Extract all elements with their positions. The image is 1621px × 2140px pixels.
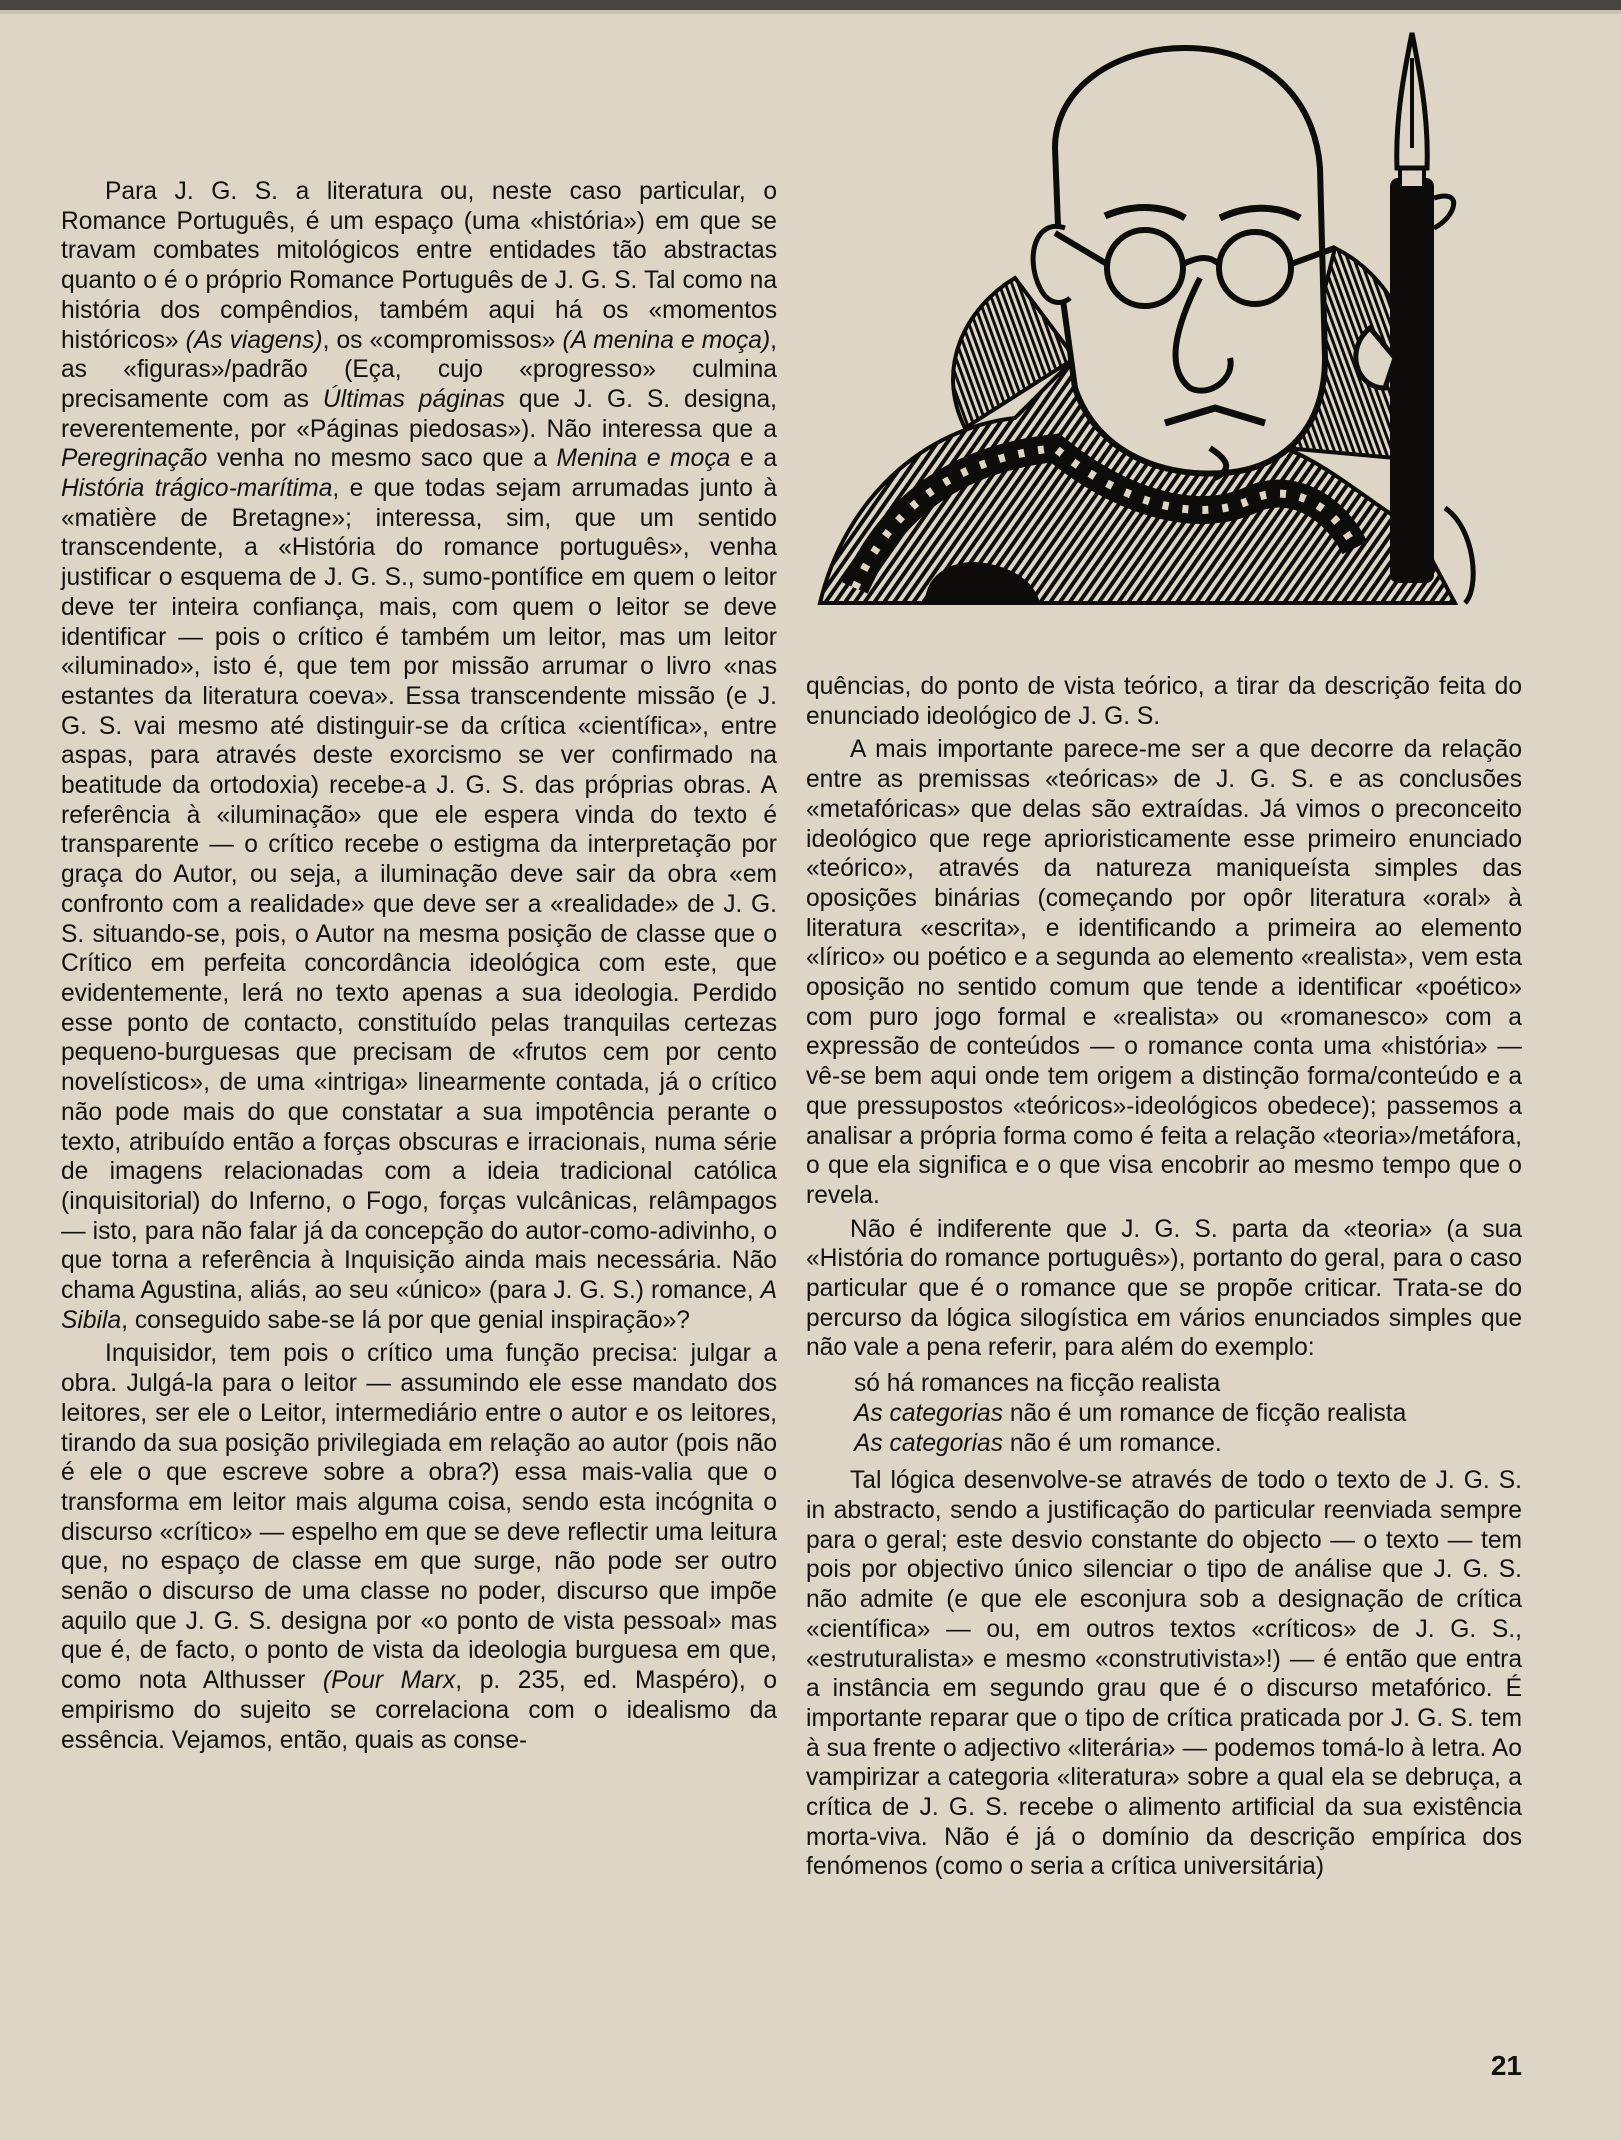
text-run: , e que todas sejam arrumadas junto à «matière de Bretagne»; interessa, sim, que um sentido transcendente, a «História do romance português», venha justificar o esquema de J. G. S., sumo-pontífice em quem o leitor deve ter inteira confiança, mais, com quem o leitor se deve identificar — pois o crítico é também um leitor, mas um leitor «iluminado», isto é, que tem por missão arrumar o livro «nas estantes da literatura coeva». Essa transcendente missão (e J. G. S. vai mesmo até distinguir-se da crítica «científica», entre aspas, para através deste exorcismo se ver confirmado na beatitude da ortodoxia) recebe-a J. G. S. das próprias obras. A referência à «iluminação» que ele espera vinda do texto é transparente — o crítico recebe o estigma da interpretação por graça do Autor, ou seja, a iluminação deve sair da obra «em confronto com a realidade» que deve ser a «realidade» de J. G. S. situando-se, pois, o Autor na mesma posição de classe que o Crítico em perfeita concordância ideológica com este, que evidentemente, lerá no texto apenas a sua ideologia. Perdido esse ponto de contacto, constituído pelas tranquilas certezas pequeno-burguesas que precisam de «frutos cem por cento novelísticos», de uma «intriga» linearmente contada, já o crítico não pode mais do que constatar a sua impotência perante o texto, atribuído então a forças obscuras e irracionais, numa série de imagens relacionadas com a ideia tradicional católica (inquisitorial) do Inferno, o Fogo, forças vulcânicas, relâmpagos — isto, para não falar já da concepção do autor-como-adivinho, o que torna a referência à Inquisição ainda mais necessária. Não chama Agustina, aliás, ao seu «único» (para J. G. S.) romance, <box>61 475 778 1305</box>
page-number: 21 <box>1490 2050 1522 2081</box>
pen-clip <box>1434 196 1454 228</box>
italic-title: As categorias <box>854 1399 1004 1427</box>
text-run: Tal lógica desenvolve-se através de todo o texto de J. G. S. in abstracto, sendo a justificação do particular reenviada sempre para o geral; este desvio constante do objecto — o texto — tem pois por objectivo único silenciar o tipo de análise que J. G. S. não admite (e que ele esconjura sob a designação de crítica «científica» — ou, em outros textos «críticos» de J. G. S., «estruturalista» e mesmo «construtivista»!) — é então que entra a instância em segundo grau que é o discurso metafórico. É importante reparar que o tipo de crítica praticada por J. G. S. tem à sua frente o adjectivo «literária» — podemos tomá-lo à letra. Ao vampirizar a categoria «literatura» sobre a qual ela se debruça, a crítica de J. G. S. recebe o alimento artificial da sua existência morta-viva. Não é já o domínio da descrição empírica dos fenómenos (como o seria a crítica universitária) <box>806 1467 1522 1881</box>
pen-body <box>1390 178 1434 583</box>
text-run: Para J. G. S. a literatura ou, neste caso particular, o Romance Português, é um espaço (uma «história») em que se travam combates mitológicos entre entidades tão abstractas quanto o é o próprio Romance Português de J. G. S. Tal como na história dos compêndios, também aqui há os «momentos históricos» <box>61 178 777 354</box>
paragraph <box>61 177 777 1335</box>
italic-title: (Pour Marx <box>322 1667 456 1695</box>
paragraph <box>806 1215 1522 1364</box>
text-run: Inquisidor, tem pois o crítico uma função precisa: julgar a obra. Julgá-la para o leitor — assumindo ele esse mandato dos leitores, ser ele o Leitor, intermediário entre o autor e os leitores, tirando da sua posição privilegiada em relação ao autor (pois não é ele o que escreve sobre a obra?) essa mais-valia que o transforma em leitor mais alguma coisa, sendo esta incógnita o discurso «crítico» — espelho em que se deve reflectir uma leitura que, no espaço de classe em que surge, não pode ser outro senão o discurso de uma classe no poder, discurso que impõe aquilo que J. G. S. designa por «o ponto de vista pessoal» mas que é, de facto, o ponto de vista da ideologia burguesa em que, como nota Althusser <box>61 1340 777 1695</box>
italic-title: (A menina e moça) <box>562 326 771 354</box>
top-border-shadow <box>0 10 1621 14</box>
syllogism-line <box>854 1399 1522 1429</box>
italic-title: Menina e moça <box>556 445 731 473</box>
text-run: não é um romance. <box>1003 1429 1222 1457</box>
italic-title: (As viagens) <box>185 326 323 354</box>
text-run: Não é indiferente que J. G. S. parta da «teoria» (a sua «História do romance português»), portanto do geral, para o caso particular que é o romance que se propõe criticar. Trata-se do percurso da lógica silogística em vários enunciados simples que não vale a pena referir, para além do exemplo: <box>806 1215 1522 1362</box>
text-run: que J. G. S. designa, reverentemente, por «Páginas piedosas»). Não interessa que a <box>61 385 778 443</box>
text-run: não é um romance de ficção realista <box>1003 1399 1407 1427</box>
text-run: , as «figuras»/padrão (Eça, cujo «progresso» culmina precisamente com as <box>61 326 777 413</box>
text-run: , p. 235, ed. Maspéro), o empirismo do sujeito se correlaciona com o idealismo da essência. Vejamos, então, quais as conse- <box>61 1667 777 1754</box>
italic-title: Últimas páginas <box>322 385 505 413</box>
paragraph <box>61 1339 777 1755</box>
paragraph <box>806 735 1522 1210</box>
italic-title: As categorias <box>854 1429 1004 1457</box>
italic-title: A Sibila <box>61 1277 777 1334</box>
syllogism-example <box>854 1369 1522 1458</box>
paragraph <box>806 672 1522 731</box>
text-run: , os «compromissos» <box>322 326 563 354</box>
caricature-illustration <box>815 28 1495 608</box>
text-run: quências, do ponto de vista teórico, a tirar da descrição feita do enunciado ideológico de J. G. S. <box>806 673 1522 730</box>
text-run: venha no mesmo saco que a <box>207 445 557 473</box>
text-run: , conseguido sabe-se lá por que genial inspiração»? <box>121 1306 690 1334</box>
text-run: e a <box>730 445 777 473</box>
syllogism-line <box>854 1429 1522 1459</box>
paragraph <box>806 1466 1522 1882</box>
text-run: só há romances na ficção realista <box>854 1370 1221 1398</box>
left-column <box>61 177 777 1755</box>
text-run: A mais importante parece-me ser a que decorre da relação entre as premissas «teóricas» de J. G. S. e as conclusões «metafóricas» que delas são extraídas. Já vimos o preconceito ideológico que rege aprioristicamente esse primeiro enunciado «teórico», através da natureza maniqueísta simples das oposições binárias (começando por opôr literatura «oral» à literatura «escrita», e identificando a primeira ao elemento «lírico» ou poético e a segunda ao elemento «realista», vem esta oposição no sentido comum que tende a identificar «poético» com puro jogo formal e «realista» ou «romanesco» com a expressão de conteúdos — o romance conta uma «história» — vê-se bem aqui onde tem origem a distinção forma/conteúdo e a que pressupostos «teóricos»-ideológicos obedece); passemos a analisar a própria forma como é feita a relação «teoria»/metáfora, o que ela significa e o que visa encobrir ao mesmo tempo que o revela. <box>806 736 1522 1209</box>
syllogism-line <box>854 1369 1522 1399</box>
right-column <box>806 672 1522 1882</box>
italic-title: História trágico-marítima <box>61 475 333 503</box>
top-border <box>0 0 1621 10</box>
italic-title: Peregrinação <box>61 445 208 473</box>
